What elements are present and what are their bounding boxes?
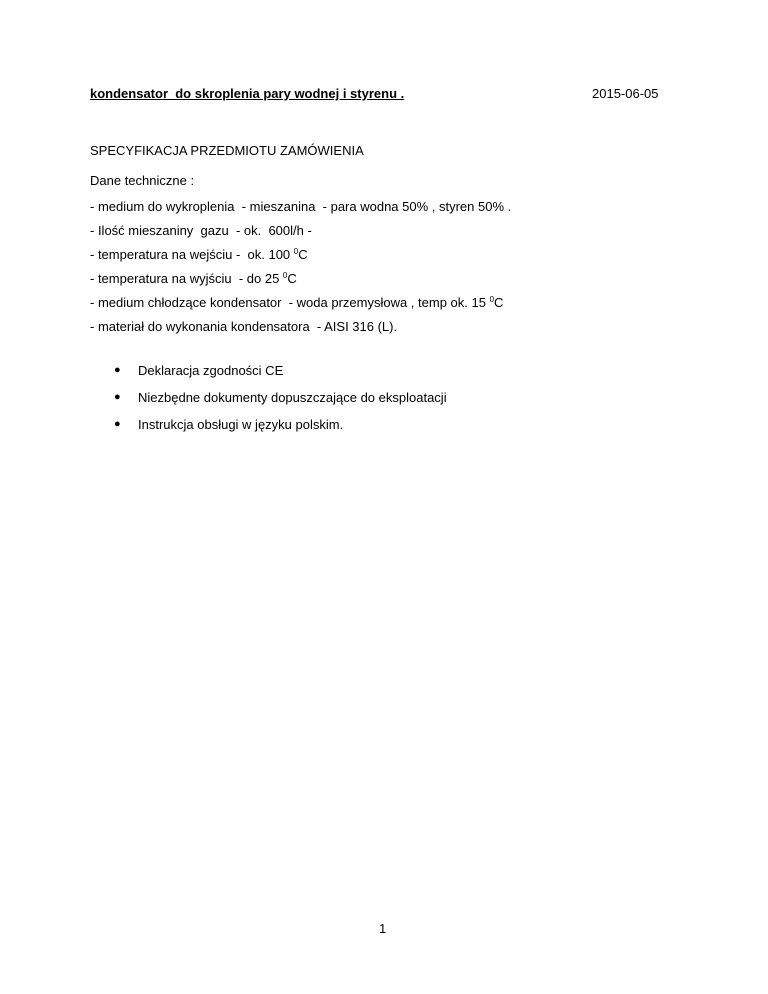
bullet-icon: ● bbox=[114, 391, 121, 403]
tech-line-text: - medium chłodzące kondensator - woda przemysłowa , temp ok. 15 bbox=[90, 295, 490, 310]
list-item bbox=[114, 416, 447, 443]
requirements-list bbox=[114, 362, 447, 443]
tech-line-text: - Ilość mieszaniny gazu - ok. 600l/h - bbox=[90, 223, 312, 238]
tech-line-text: - materiał do wykonania kondensatora - AISI 316 (L). bbox=[90, 319, 398, 334]
bullet-icon: ● bbox=[114, 418, 121, 430]
tech-line bbox=[90, 270, 511, 294]
tech-line-text: - medium do wykroplenia - mieszanina - para wodna 50% , styren 50% . bbox=[90, 199, 512, 214]
degree-superscript: 0 bbox=[282, 271, 288, 280]
tech-heading: Dane techniczne : bbox=[90, 173, 195, 188]
list-item bbox=[114, 362, 447, 389]
bullet-icon: ● bbox=[114, 364, 121, 376]
document-date: 2015-06-05 bbox=[592, 86, 659, 101]
unit-text: C bbox=[287, 271, 297, 286]
tech-line-text: - temperatura na wyjściu - do 25 bbox=[90, 271, 283, 286]
tech-line bbox=[90, 294, 511, 318]
list-item bbox=[114, 389, 447, 416]
list-item-text: Deklaracja zgodności CE bbox=[138, 363, 284, 378]
tech-line bbox=[90, 222, 511, 246]
tech-line bbox=[90, 246, 511, 270]
list-item-text: Instrukcja obsługi w języku polskim. bbox=[138, 417, 344, 432]
tech-line bbox=[90, 198, 511, 222]
degree-superscript: 0 bbox=[293, 247, 299, 256]
unit-text: C bbox=[494, 295, 504, 310]
list-item-text: Niezbędne dokumenty dopuszczające do eksploatacji bbox=[138, 390, 447, 405]
tech-data-list bbox=[90, 198, 511, 342]
tech-line bbox=[90, 318, 511, 342]
page-number: 1 bbox=[379, 921, 387, 936]
degree-superscript: 0 bbox=[489, 295, 495, 304]
spec-heading: SPECYFIKACJA PRZEDMIOTU ZAMÓWIENIA bbox=[90, 143, 364, 158]
unit-text: C bbox=[298, 247, 308, 262]
document-title: kondensator do skroplenia pary wodnej i styrenu . bbox=[90, 86, 405, 101]
tech-line-text: - temperatura na wejściu - ok. 100 bbox=[90, 247, 294, 262]
